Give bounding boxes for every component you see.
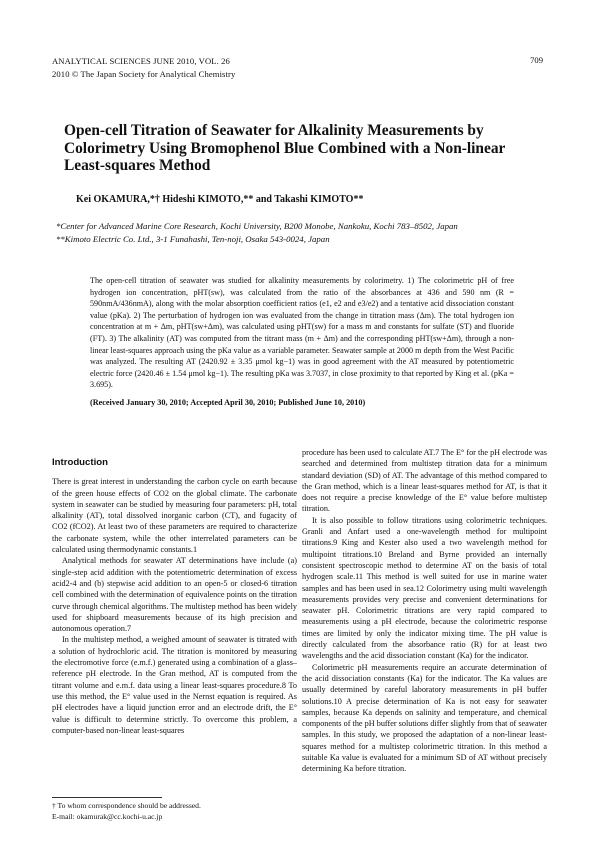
article-title: Open-cell Titration of Seawater for Alkalinity Measurements by Colorimetry Using Bromophenol Blue Combined with a Non-linear Least-squares Method bbox=[64, 122, 506, 174]
received-dates: (Received January 30, 2010; Accepted April 30, 2010; Published June 10, 2010) bbox=[90, 398, 366, 407]
section-heading-introduction: Introduction bbox=[52, 457, 108, 468]
footnote bbox=[52, 801, 201, 822]
paragraph: There is great interest in understanding the carbon cycle on earth because of the green house effects of CO2 on the global climate. The carbonate system in seawater can be studied by measuring four parameters: pH, total alkalinity (AT), total dissolved inorganic carbon (CT), and fugacity of CO2 (fCO2). At least two of these parameters are required to characterize the carbonate system, while the other interrelated parameters can be calculated using thermodynamic constants.1 bbox=[52, 477, 297, 555]
paragraph: Analytical methods for seawater AT determinations have include (a) single-step acid addition with the potentiometric determination of excess acid2-4 and (b) stepwise acid addition to an open-5 or closed-6 titration cell combined with the determination of equivalence points on the titration curve through chemical algorithms. The multistep method has been widely used for shipboard measurements because of its high precision and autonomous operation.7 bbox=[52, 556, 297, 634]
journal-line: ANALYTICAL SCIENCES JUNE 2010, VOL. 26 bbox=[52, 56, 230, 66]
left-column bbox=[52, 447, 297, 736]
affiliation-1: *Center for Advanced Marine Core Research, Kochi University, B200 Monobe, Nankoku, Kochi 783–8502, Japan bbox=[56, 221, 458, 231]
footnote-email[interactable]: E-mail: okamurak@cc.kochi-u.ac.jp bbox=[52, 811, 163, 821]
page-number: 709 bbox=[530, 55, 543, 65]
paragraph: In the multistep method, a weighed amount of seawater is titrated with a solution of hydrochloric acid. The titration is monitored by measuring the electromotive force (e.m.f.) generated using a combination of a glass–reference pH electrode. In the Gran method, AT is computed from the titrant volume and e.m.f. data using a linear least-squares procedure.8 To use this method, the E° value used in the Nernst equation is required. As pH electrodes have a liquid junction error and an electrode drift, the E° value is difficult to determine strictly. To overcome this problem, a computer-based non-linear least-squares bbox=[52, 635, 297, 735]
paragraph: Colorimetric pH measurements require an accurate determination of the acid dissociation constants (Ka) for the indicator. The Ka values are usually determined by careful laboratory measurements in pH buffer solutions.10 A precise determination of Ka is not easy for seawater samples, because Ka depends on salinity and temperature, and chemical components of the pH buffer solutions differ slightly from that of seawater samples. In this study, we proposed the adaptation of a non-linear least-squares method for a multistep colorimetric titration. In this method a suitable Ka value is evaluated for a minimum SD of AT without precisely determining Ka before titration. bbox=[302, 662, 547, 774]
right-column bbox=[302, 447, 547, 775]
copyright-line: 2010 © The Japan Society for Analytical Chemistry bbox=[52, 69, 236, 79]
author-list: Kei OKAMURA,*† Hideshi KIMOTO,** and Takashi KIMOTO** bbox=[76, 194, 364, 205]
footnote-divider bbox=[52, 797, 162, 798]
footnote-correspondence: † To whom correspondence should be addressed. bbox=[52, 801, 201, 810]
paragraph: It is also possible to follow titrations using colorimetric techniques. Granli and Anfart used a one-wavelength method for multipoint titrations.9 King and Kester also used a two wavelength method for multipoint titrations.10 Breland and Byrne provided an internally consistent spectroscopic method to determine AT on the basis of total hydrogen scale.11 This method is well suited for use in marine water samples and has been used in sea.12 Colorimetry using multi wavelength measurements provides very precise and convenient determinations for seawater pH. Colorimetric titrations are very rapid compared to measurements using a pH electrode, because the colorimetric response times are limited by only the indicator mixing time. The pH value is directly calculated from the absorbance ratio (R) for at least two wavelengths and the acid dissociation constant (Ka) for the indicator. bbox=[302, 515, 547, 661]
affiliation-2: **Kimoto Electric Co. Ltd., 3-1 Funahashi, Ten-noji, Osaka 543-0024, Japan bbox=[56, 234, 330, 244]
affiliations bbox=[56, 220, 546, 246]
paragraph: procedure has been used to calculate AT.7 The E° for the pH electrode was searched and determined from multistep titration data for a minimum standard deviation (SD) of AT. The advantage of this method compared to the Gran method, which is a linear least-squares method for AT, is that it does not require a precise knowledge of the E° value before multistep titration. bbox=[302, 448, 547, 514]
abstract: The open-cell titration of seawater was studied for alkalinity measurements by colorimetry. 1) The colorimetric pH of free hydrogen ion concentration, pHT(sw), was calculated from the ratio of the absorbances at 436 and 590 nm (R = 590nmA/436nmA), along with the molar absorption coefficient ratios (e1, e2 and e3/e2) and a tentative acid dissociation constant value (pKa). 2) The perturbation of hydrogen ion was evaluated from the change in titration mass (Δm). The total hydrogen ion concentration at m + Δm, pHT(sw+Δm), was calculated using pHT(sw) for a mass m and constants for sulfate (ST) and fluoride (FT). 3) The alkalinity (AT) was computed from the titrant mass (m + Δm) and the corresponding pHT(sw+Δm), through a non-linear least-squares approach using the pKa value as a variable parameter. Seawater sample at 2000 m depth from the West Pacific was analyzed. The resulting AT (2420.92 ± 3.35 μmol kg−1) was in good agreement with the AT measured by potentiometric electric force (2420.46 ± 1.54 μmol kg−1). The resulting pKa was 3.7037, in close proximity to that reported by King et al. (pKa = 3.695). bbox=[90, 276, 514, 390]
running-header bbox=[52, 55, 235, 81]
